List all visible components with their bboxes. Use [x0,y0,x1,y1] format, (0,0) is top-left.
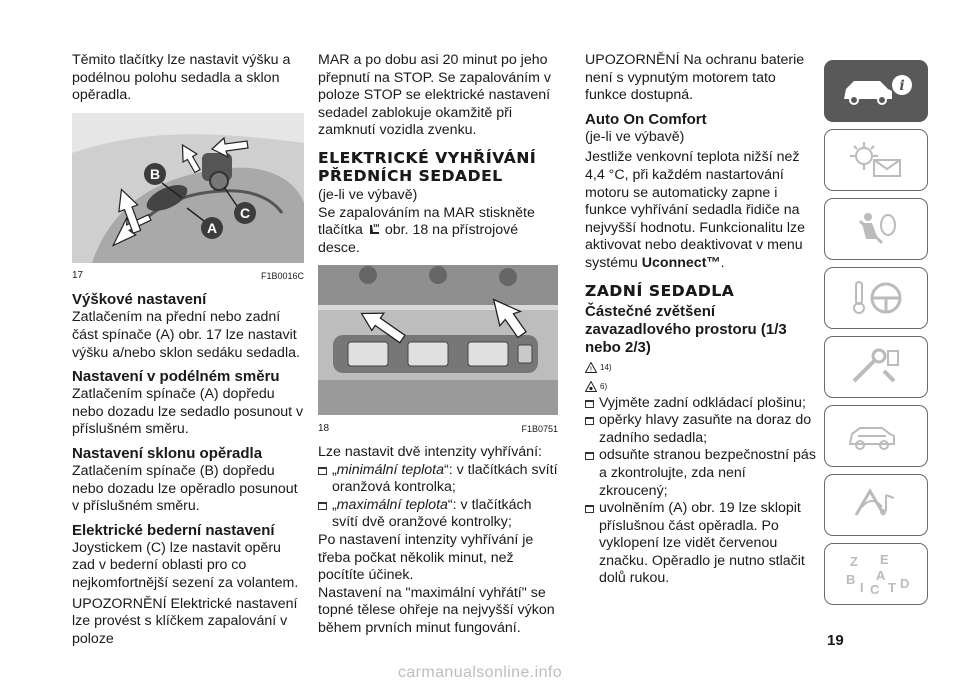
warning-text: UPOZORNĚNÍ Na ochranu baterie není s vypnutým motorem tato funkce dostupná. [585,52,805,104]
checkbox-bullet-icon [585,417,594,425]
steering-key-icon [836,278,916,318]
airbag-safety-icon [836,209,916,249]
car-info-icon [836,71,916,111]
body-text: Nastavení na "maximální vyhřátí" se topné tělese ohřeje na nejvyšší výkon během prvních minut fungování. [318,584,555,636]
index-letter: T [888,580,896,595]
list-item: uvolněním (A) obr. 19 lze sklopit příslušnou část opěradla. Po vyklopení lze vidět červenou značku. Opěradlo je nutno stlačit dolů rukou. [585,500,817,588]
body-text: Jestliže venkovní teplota nižší než 4,4 °C, při každém nastartování motoru se automaticky zapne i funkce vyhřívání sedadla řidiče na nejvyšší hodnotu. Funkcionalitu lze aktivovat nebo deaktivovat v menu systému Uconnect™. [585,149,806,271]
label-c: C [239,204,251,221]
warning-text: UPOZORNĚNÍ Elektrické nastavení lze provést s klíčkem zapalování v poloze [72,595,298,647]
checkbox-bullet-icon [585,452,594,460]
instruction-text: Se zapalováním na MAR stiskněte tlačítka obr. 18 na přístrojové desce. [318,204,535,256]
figure-18 [318,265,558,435]
svg-text:i: i [899,78,905,94]
svg-text:!: ! [590,366,592,374]
watermark: carmanualsonline.info [397,664,563,681]
label-b: B [149,165,161,182]
tab-starting-driving[interactable] [824,267,928,329]
tab-emergency[interactable] [824,336,928,398]
section-title: Částečné zvětšení zavazadlového prostoru (1/3 nebo 2/3) [585,302,787,356]
figure-code: F1B0751 [521,423,558,434]
list-item: „maximální teplota“: v tlačítkách svítí dvě oranžové kontrolky; [318,497,558,532]
caution-triangle-icon [585,381,597,392]
section-text: Joystickem (C) lze nastavit opěru zad v bederní oblasti pro co nejkomfortnější sezení za volantem. [72,539,299,591]
section-text: Zatlačením spínače (A) dopředu nebo dozadu lze sedadlo posunout v příslušném směru. [72,386,304,438]
list-item: „minimální teplota“: v tlačítkách svítí oranžová kontrolka; [318,462,558,497]
warning-ref: ! 14) [585,360,817,376]
list-item: odsuňte stranou bezpečnostní pás a zkontrolujte, zda není zkroucený; [585,447,817,500]
tab-maintenance[interactable] [824,405,928,467]
column-right [585,52,817,588]
dashboard-buttons-illustration [318,265,558,415]
list-item: Vyjměte zadní odkládací plošinu; [585,395,817,413]
column-middle [318,52,558,637]
checkbox-bullet-icon [318,467,327,475]
index-icon [836,552,916,596]
seat-heating-icon [367,223,381,235]
section-title: Auto On Comfort [585,110,707,128]
index-letter: B [846,572,856,587]
continued-text: MAR a po dobu asi 20 minut po jeho přepnutí na STOP. Se zapalováním v poloze STOP se elektrické nastavení sedadel zablokuje okamžitě při zamknutí vozidla zvenku. [318,52,551,139]
checkbox-bullet-icon [585,505,594,513]
warning-lights-icon [836,140,916,180]
warning-ref: 6) [585,379,817,395]
media-icon [836,485,916,525]
car-service-icon [836,416,916,456]
section-title: Nastavení v podélném směru [72,368,280,386]
index-letter: D [900,576,910,591]
seat-controls-illustration [72,113,304,263]
tab-safety[interactable] [824,198,928,260]
warning-triangle-icon [585,362,597,373]
section-text: Zatlačením na přední nebo zadní část spínače (A) obr. 17 lze nastavit výšku a/nebo sklon sedáku sedadla. [72,309,300,361]
checkbox-bullet-icon [318,502,327,510]
section-title: Výškové nastavení [72,291,207,309]
equipment-note: (je-li ve výbavě) [585,128,685,145]
chapter-tabs [824,60,928,612]
index-letter: C [870,582,880,596]
index-letter: Z [850,554,858,569]
figure-code: F1B0016C [260,271,304,282]
figure-number: 18 [318,422,330,434]
list-item: opěrky hlavy zasuňte na doraz do zadního sedadla; [585,412,817,447]
index-letter: I [860,580,864,595]
figure-17 [72,113,304,283]
page-number: 19 [827,632,844,649]
intro-text: Těmito tlačítky lze nastavit výšku a podélnou polohu sedadla a sklon opěradla. [72,52,291,104]
index-letter: E [880,552,889,567]
section-text: Zatlačením spínače (B) dopředu nebo dozadu lze opěradlo posunout v příslušném směru. [72,462,298,515]
body-text: Po nastavení intenzity vyhřívání je třeba počkat několik minut, než pocítíte účinek. [318,531,534,584]
index-letter: A [876,568,886,583]
checkbox-bullet-icon [585,400,594,408]
section-heading: ELEKTRICKÉ VYHŘÍVÁNÍ PŘEDNÍCH SEDADEL [318,148,537,185]
tools-icon [836,347,916,387]
tab-index[interactable] [824,543,928,605]
intensity-text: Lze nastavit dvě intenzity vyhřívání: [318,443,542,460]
label-a: A [206,219,218,236]
section-title: Nastavení sklonu opěradla [72,444,263,462]
tab-car-info[interactable] [824,60,928,122]
figure-number: 17 [72,270,84,282]
tab-warning-lights[interactable] [824,129,928,191]
section-heading: ZADNÍ SEDADLA [585,281,735,300]
column-left [72,52,304,648]
tab-multimedia[interactable] [824,474,928,536]
equipment-note: (je-li ve výbavě) [318,186,418,203]
section-title: Elektrické bederní nastavení [72,521,275,539]
